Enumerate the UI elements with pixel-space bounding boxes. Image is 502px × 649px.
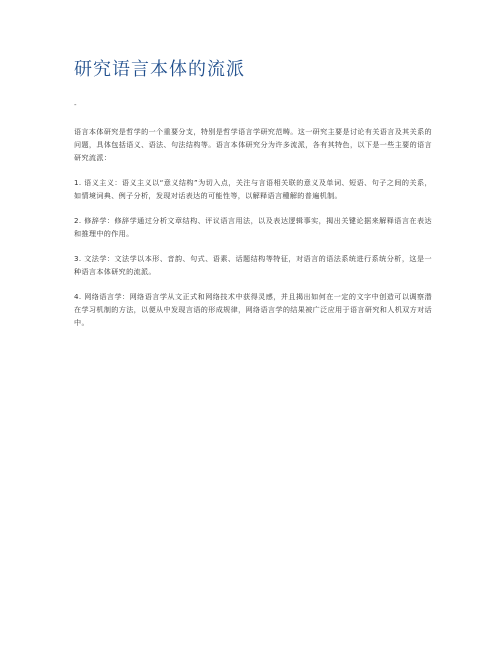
page-title: 研究语言本体的流派 bbox=[74, 59, 245, 80]
paragraph-network-linguistics: 4. 网络语言学：网络语言学从文正式和网络技术中获得灵感，并且揭出如何在一定的文字中创造可以调察潜在学习机制的方法，以便从中发现言语的形成规律，网络语言学的结果被广泛应用于语言研究和人机双方对话中。 bbox=[74, 292, 432, 327]
intro-paragraph: 语言本体研究是哲学的一个重要分支，特别是哲学语言学研究范畴。这一研究主要是讨论有关语言及其关系的问题，具体包括语义、语法、句法结构等。语言本体研究分为许多流派，各有其特色，以下是一些主要的语言研究流派： bbox=[74, 127, 432, 162]
document-body bbox=[74, 125, 432, 329]
paragraph-semantics: 1. 语义主义：语义主义以“意义结构”为切入点，关注与言语相关联的意义及单词、短语、句子之间的关系，如情境词典、例子分析，发现对话表达的可能性等，以解释语言種解的普遍机制。 bbox=[74, 178, 432, 200]
paragraph-grammar: 3. 文法学：文法学以本形、音韵、句式、语素、话题结构等特征，对语言的语法系统进行系统分析，这是一种语言本体研究的流派。 bbox=[74, 254, 432, 276]
paragraph-rhetoric: 2. 修辞学：修辞学通过分析文章结构、评议语言用法，以及表达逻辑事实，揭出关键论据来解释语言在表达和推理中的作用。 bbox=[74, 216, 432, 238]
list-marker: - bbox=[74, 101, 77, 109]
